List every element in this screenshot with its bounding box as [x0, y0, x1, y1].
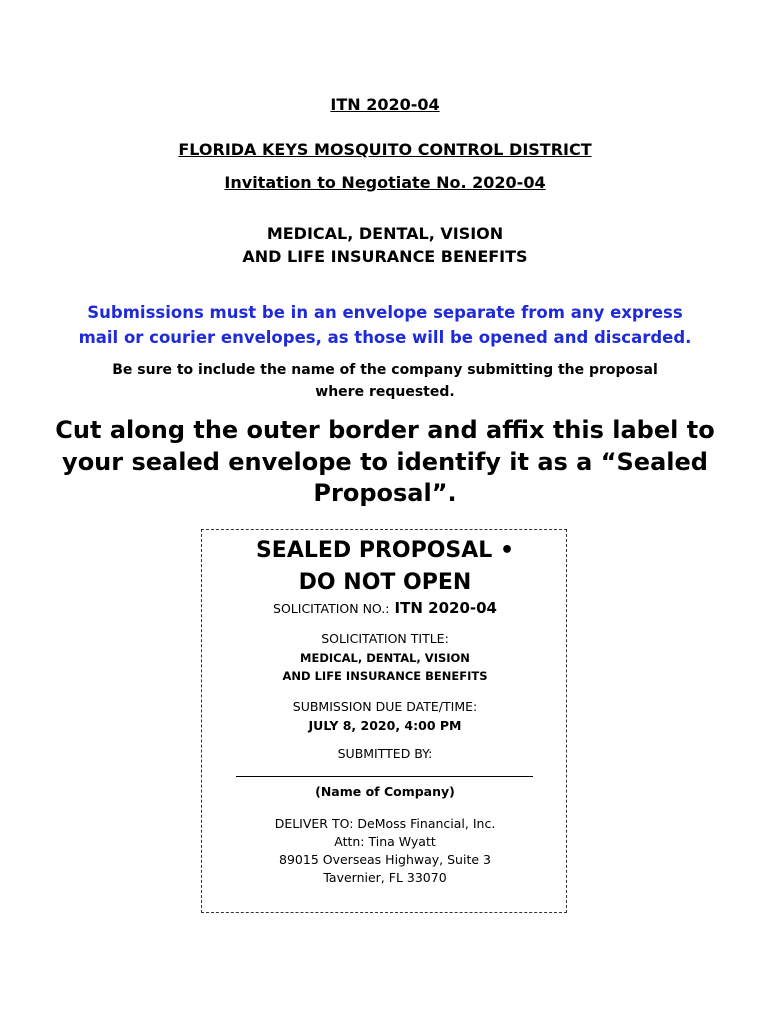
- itn-heading: ITN 2020-04: [330, 95, 440, 114]
- itn-full-title: Invitation to Negotiate No. 2020-04: [224, 173, 546, 192]
- due-date-label: SUBMISSION DUE DATE/TIME:: [292, 699, 478, 714]
- cut-instruction-line-1: Cut along the outer border and affix this label to: [55, 416, 715, 444]
- deliver-to-line-1: DELIVER TO: DeMoss Financial, Inc.: [274, 816, 496, 831]
- label-heading-line-1: SEALED PROPOSAL •: [255, 538, 515, 563]
- district-name: FLORIDA KEYS MOSQUITO CONTROL DISTRICT: [178, 140, 592, 159]
- submitted-by-label: SUBMITTED BY:: [337, 746, 433, 761]
- include-company-note-line-2: where requested.: [315, 384, 455, 400]
- due-date-value: JULY 8, 2020, 4:00 PM: [308, 718, 462, 733]
- solicitation-number-value: ITN 2020-04: [394, 599, 497, 617]
- solicitation-title-line-2: AND LIFE INSURANCE BENEFITS: [282, 669, 488, 683]
- deliver-to-line-4: Tavernier, FL 33070: [323, 870, 447, 885]
- deliver-to-line-3: 89015 Overseas Highway, Suite 3: [279, 852, 491, 867]
- solicitation-number-row: [202, 598, 568, 617]
- solicitation-number-label: SOLICITATION NO.:: [273, 601, 390, 616]
- deliver-to-line-2: Attn: Tina Wyatt: [334, 834, 436, 849]
- submission-notice-line-2: mail or courier envelopes, as those will be opened and discarded.: [78, 328, 692, 347]
- cut-instruction-line-3: Proposal”.: [313, 479, 457, 507]
- cut-instruction-line-2: your sealed envelope to identify it as a “Sealed: [62, 448, 708, 476]
- solicitation-title-line-1: MEDICAL, DENTAL, VISION: [300, 651, 470, 665]
- solicitation-title-label: SOLICITATION TITLE:: [321, 631, 449, 646]
- label-heading-line-2: DO NOT OPEN: [298, 570, 472, 595]
- company-name-caption: (Name of Company): [315, 784, 455, 799]
- benefits-title-line-2: AND LIFE INSURANCE BENEFITS: [242, 247, 528, 266]
- submission-notice-line-1: Submissions must be in an envelope separate from any express: [87, 303, 683, 322]
- sealed-proposal-label: [201, 529, 567, 913]
- company-name-line: [236, 776, 533, 777]
- benefits-title-line-1: MEDICAL, DENTAL, VISION: [266, 224, 504, 243]
- include-company-note-line-1: Be sure to include the name of the company submitting the proposal: [112, 362, 658, 378]
